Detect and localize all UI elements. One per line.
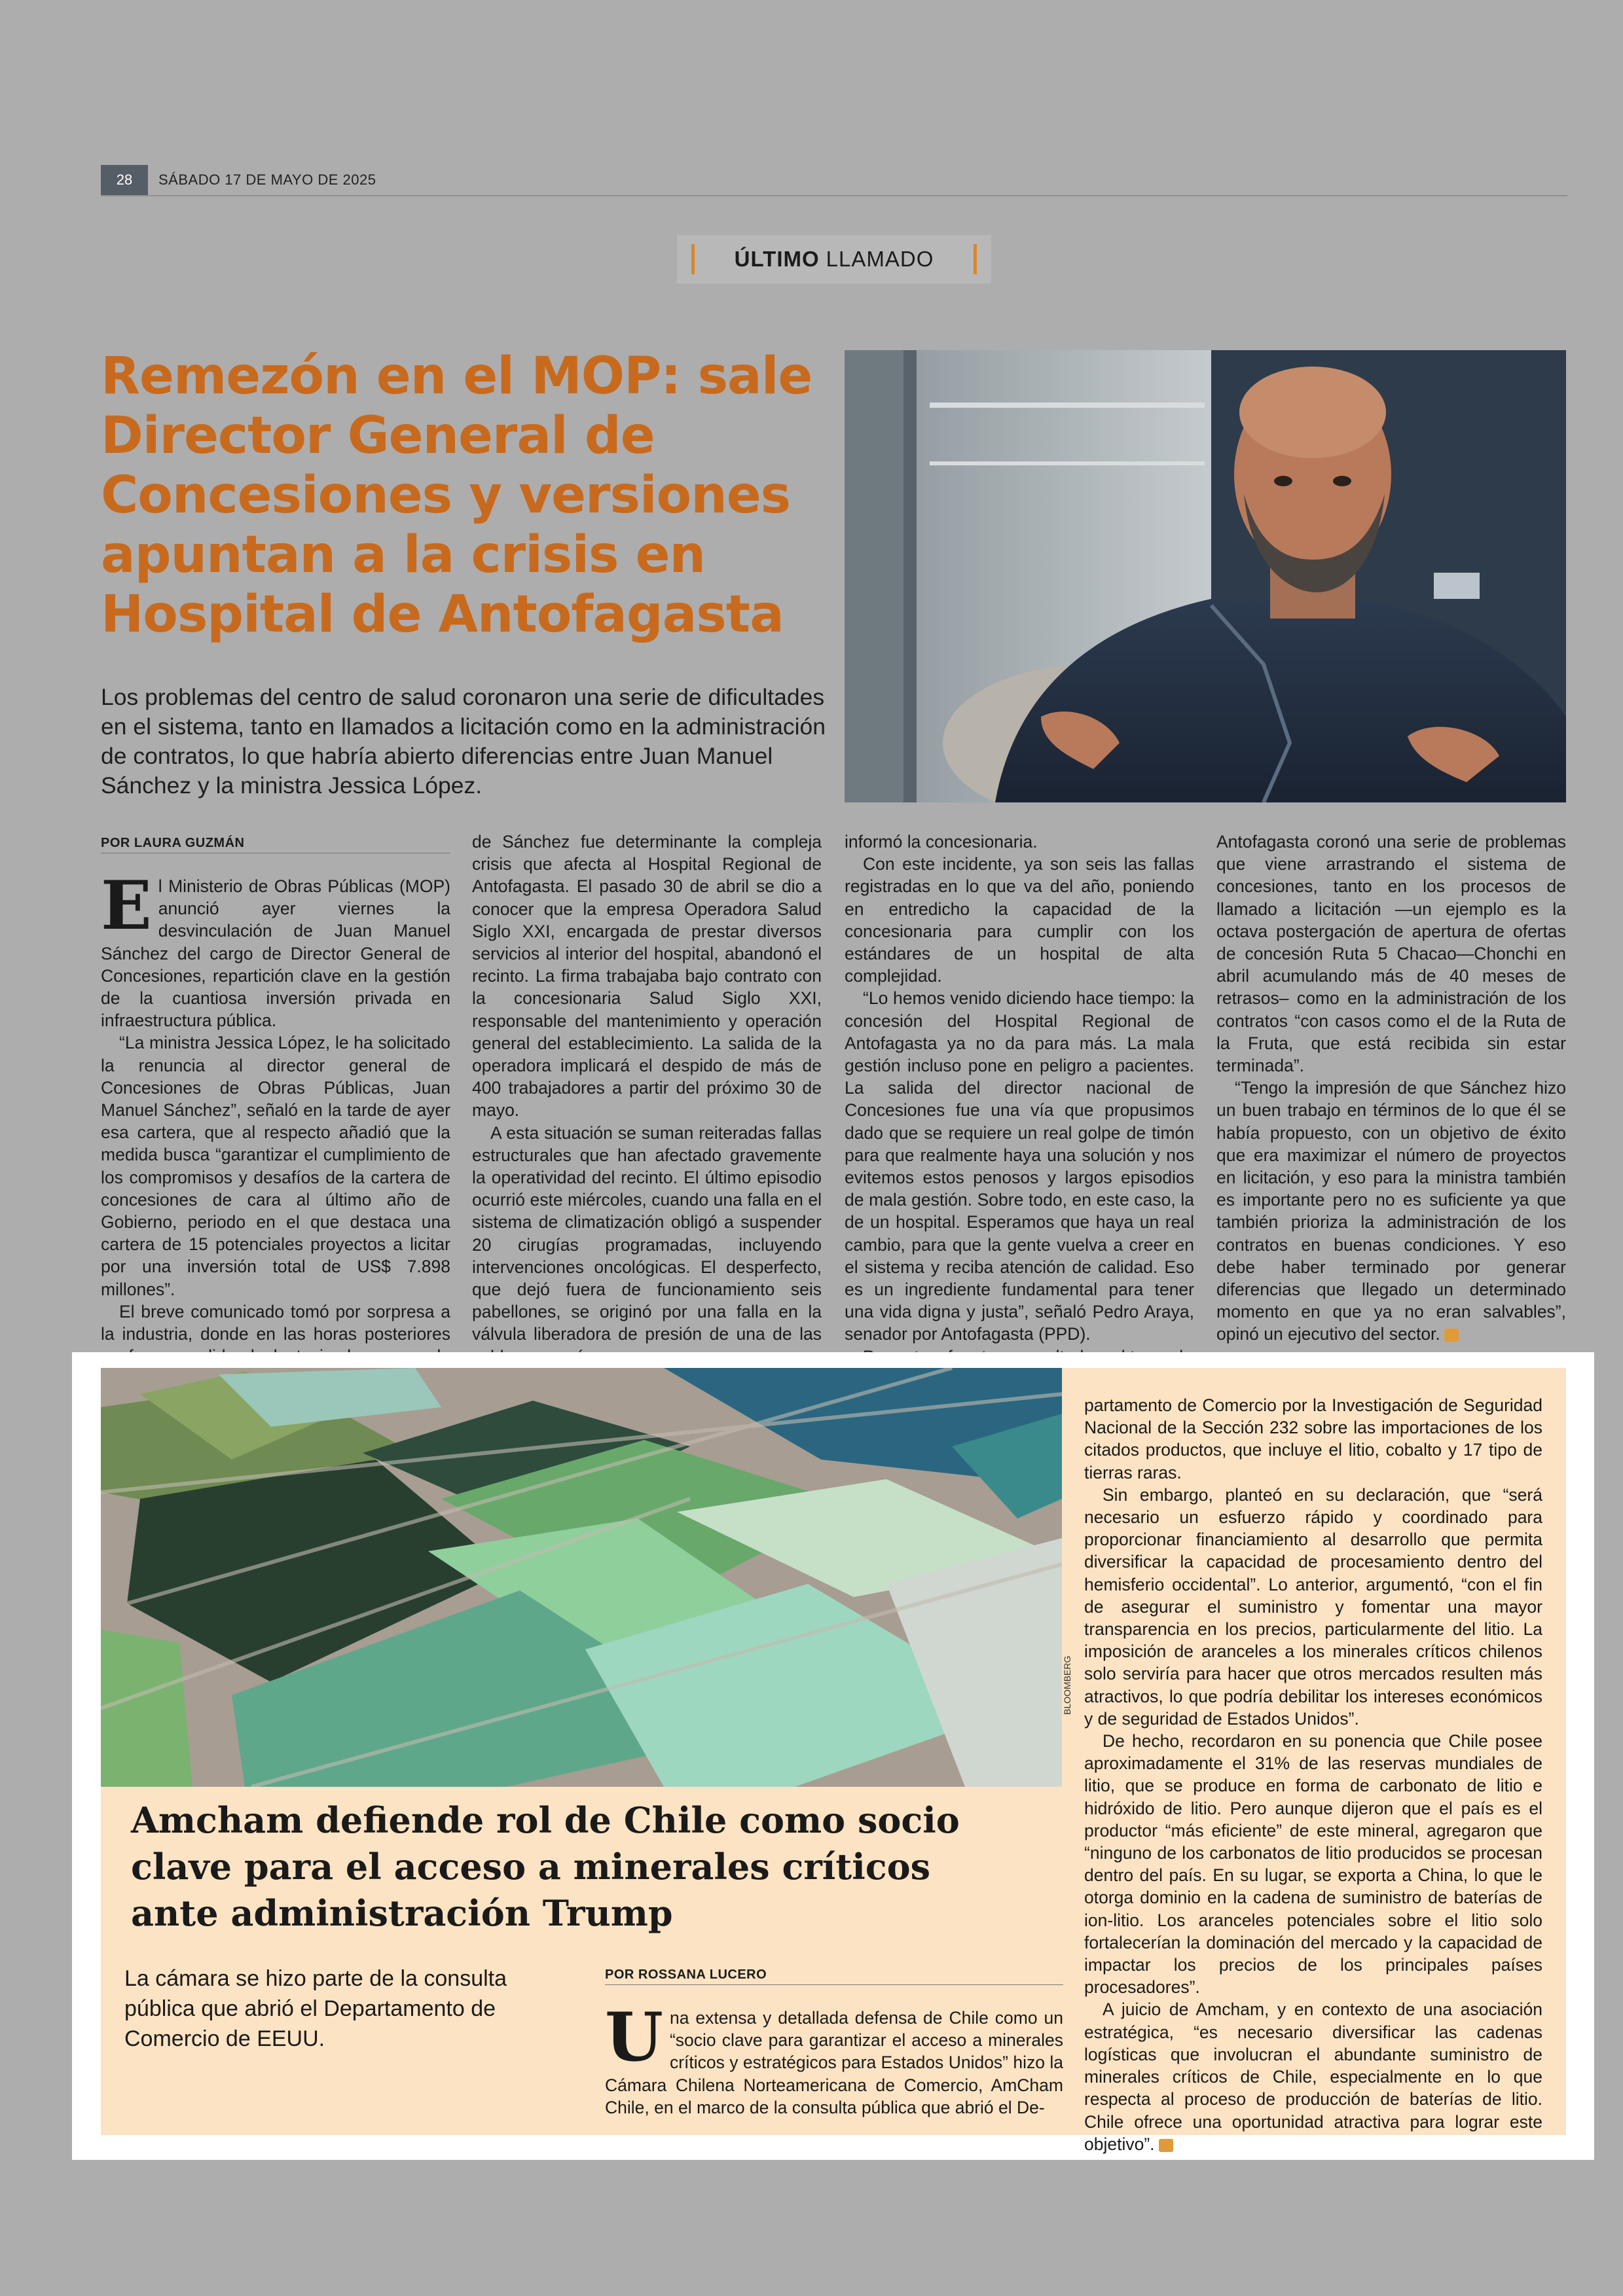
section-tag-light: LLAMADO bbox=[826, 247, 934, 271]
sidebar-byline-rule bbox=[605, 1984, 1063, 1985]
article-col3-p1: informó la concesionaria. bbox=[845, 832, 1038, 852]
article-column-1 bbox=[101, 867, 450, 1390]
article-col3-p2: Con este incidente, ya son seis las fallas registradas en lo que va del año, poniendo en entredicho la capacidad de la concesionaria para cumplir con los estándares de un hospital de alta complejidad. bbox=[845, 854, 1194, 986]
section-tag-bar-right bbox=[974, 244, 977, 274]
photo-credit: BLOOMBERG bbox=[1062, 1655, 1072, 1715]
article-col4-p2: “Tengo la impresión de que Sánchez hizo un buen trabajo en términos de lo que él se había propuesto, con un objetivo de éxito que era maximizar el número de proyectos en licitación, y eso para la ministra también es importante pero no es suficiente ya que también prioriza la administración de los contratos en buenas condiciones. Y eso debe haber terminado por generar diferencias que llegado un determinado momento en que ya no eran salvables”, opinó un ejecutivo del sector. bbox=[1216, 1078, 1566, 1344]
sidebar-col1-p1: na extensa y detallada defensa de Chile como un “socio clave para garantizar el acceso a minerales críticos y estratégicos para Estados Unidos” hizo la Cámara Chilena Norteamericana de Comercio, AmCham Chile, en el marco de la consulta pública que abrió el De- bbox=[605, 2008, 1063, 2117]
sidebar-byline: POR ROSSANA LUCERO bbox=[605, 1967, 767, 1982]
article-headline: Remezón en el MOP: sale Director General de Concesiones y versiones apuntan a la crisis en Hospital de Antofagasta bbox=[101, 347, 812, 644]
article-column-4 bbox=[1216, 831, 1566, 1346]
article-col2-p2: A esta situación se suman reiteradas fallas estructurales que han afectado gravemente la operatividad del recinto. El último episodio ocurrió este miércoles, cuando una falla en el sistema de climatización obligó a suspender 20 cirugías programadas, incluyendo intervenciones oncológicas. El desperfecto, que dejó fuera de funcionamiento seis pabellones, se originó por una falla en la válvula liberadora de presión de una de las bbox=[472, 1122, 822, 1344]
sidebar-column-2 bbox=[1084, 1394, 1542, 2155]
section-tag bbox=[677, 235, 991, 283]
sidebar-col2-p3: De hecho, recordaron en su ponencia que Chile posee aproximadamente el 31% de las reservas mundiales de litio, que se produce en forma de carbonato de litio e hidróxido de litio. Pero aunque dijeron que el país es el productor “más eficiente” de este mineral, agregaron que “ninguno de los carbonatos de litio producidos se procesan dentro del país. En su lugar, se exporta a China, lo que le otorga dominio en la cadena de suministro de baterías de ion-litio. Los aranceles potenciales sobre el litio solo fortalecerían la dominación del mercado y la capacidad de impactar los precios de los principales países procesadores”. bbox=[1084, 1731, 1542, 1998]
salt-flats-illustration bbox=[101, 1368, 1062, 1787]
sidebar-column-1 bbox=[605, 1998, 1063, 2119]
article-col1-p3: El breve comunicado tomó por sorpresa a la industria, donde en las horas posteriores bbox=[101, 1301, 450, 1344]
article-column-2 bbox=[472, 831, 822, 1368]
header-rule bbox=[101, 195, 1567, 196]
sidebar-col2-p2: Sin embargo, planteó en su declaración, que “será necesario un esfuerzo rápido y coordinado para proporcionar financiamiento al desarrollo que permita diversificar la capacidad de procesamiento dentro del hemisferio occidental”. Lo anterior, argumentó, “con el fin de asegurar el suministro y fomentar una mayor transparencia en los precios, particularmente del litio. La imposición de aranceles a los minerales críticos chilenos solo serviría para hacer que otros mercados resulten más atractivos, lo que podría debilitar los intereses económicos y de seguridad de Estados Unidos”. bbox=[1084, 1484, 1542, 1729]
article-lede: Los problemas del centro de salud coronaron una serie de dificultades en el sistema, tanto en llamados a licitación como en la administración de contratos, lo que habría abierto diferencias entre Juan Manuel Sánchez y la ministra Jessica López. bbox=[101, 684, 826, 798]
sidebar-headline: Amcham defiende rol de Chile como socio clave para el acceso a minerales críticos ante administración Trump bbox=[131, 1799, 960, 1934]
article-byline: POR LAURA GUZMÁN bbox=[101, 836, 245, 850]
page-number: 28 bbox=[101, 165, 148, 195]
article-col1-p1: l Ministerio de Obras Públicas (MOP) anunció ayer viernes la desvinculación de Juan Manuel Sánchez del cargo de Director General de Concesiones, repartición clave en la gestión de la cuantiosa inversión privada en infraestructura pública. bbox=[101, 876, 450, 1031]
article-col3-p3: “Lo hemos venido diciendo hace tiempo: la concesión del Hospital Regional de Antofagasta ya no da para más. La mala gestión incluso pone en peligro a pacientes. La salida del director nacional de Concesiones fue una vía que propusimos dado que se requiere un real golpe de timón para que realmente haya una solución y nos evitemos estos penosos y largos episodios de mala gestión. Sobre todo, en este caso, la de un hospital. Esperamos que haya un real cambio, para que la gente vuelva a creer en el sistema y reciba atención de calidad. Eso es un ingrediente fundamental para tener una vida digna y justa”, señaló Pedro Araya, senador por Antofagasta (PPD). bbox=[845, 988, 1194, 1344]
sidebar-col2-p4: A juicio de Amcham, y en contexto de una asociación estratégica, “es necesario diversificar las cadenas logísticas que involucran el abundante suministro de minerales críticos de Chile, especialmente en lo que respecta al proceso de producción de baterías de litio. Chile ofrece una oportunidad atractiva para lograr este objetivo”. bbox=[1084, 2000, 1542, 2154]
sidebar-dropcap: U bbox=[605, 1998, 663, 2077]
section-tag-bold: ÚLTIMO bbox=[734, 247, 820, 271]
end-mark-icon bbox=[1444, 1329, 1459, 1342]
article-col1-p2: “La ministra Jessica López, le ha solicitado la renuncia al director general de Concesiones de Obras Públicas, Juan Manuel Sánchez”, señaló en la tarde de ayer esa cartera, que al respecto añadió que la medida busca “garantizar el cumplimiento de los compromisos y desafíos de la cartera de concesiones de cara al último año de Gobierno, periodo en el que destaca una cartera de 15 potenciales proyectos a licitar por una inversión total de US$ 7.898 millones”. bbox=[101, 1033, 450, 1299]
article-col4-p1: Antofagasta coronó una serie de problemas que viene arrastrando el sistema de concesiones, tanto en los procesos de llamado a licitación —un ejemplo es la octava postergación de apertura de ofertas de concesión Ruta 5 Chacao—Chonchi en abril acumulando más de 40 meses de retrasos– como en la administración de los contratos “con casos como el de la Ruta de la Fruta, que está recibida sin estar terminada”. bbox=[1216, 832, 1566, 1076]
section-tag-bar-left bbox=[691, 244, 695, 274]
page-date: SÁBADO 17 DE MAYO DE 2025 bbox=[158, 171, 376, 188]
article-dropcap: E bbox=[101, 867, 152, 945]
portrait-photo bbox=[845, 350, 1566, 802]
article-column-3 bbox=[845, 831, 1194, 1368]
sidebar-end-mark-icon bbox=[1159, 2139, 1173, 2152]
sidebar-lede: La cámara se hizo parte de la consulta pública que abrió el Departamento de Comercio de EEUU. bbox=[124, 1966, 507, 2051]
article-col2-p1: de Sánchez fue determinante la compleja crisis que afecta al Hospital Regional de Antofagasta. El pasado 30 de abril se dio a conocer que la empresa Operadora Salud Siglo XXI, encargada de prestar diversos servicios al interior del hospital, abandonó el recinto. La firma trabajaba bajo contrato con la concesionaria Salud Siglo XXI, responsable del mantenimiento y operación general del establecimiento. La salida de la operadora implicará el despido de más de 400 trabajadores a partir del próximo 30 de mayo. bbox=[472, 832, 822, 1121]
portrait-illustration bbox=[845, 350, 1566, 802]
sidebar-col2-p1: partamento de Comercio por la Investigación de Seguridad Nacional de la Sección 232 sobre las importaciones de los citados productos, que incluye el litio, cobalto y 17 tipo de tierras raras. bbox=[1084, 1395, 1542, 1482]
salt-flats-photo bbox=[101, 1368, 1062, 1787]
